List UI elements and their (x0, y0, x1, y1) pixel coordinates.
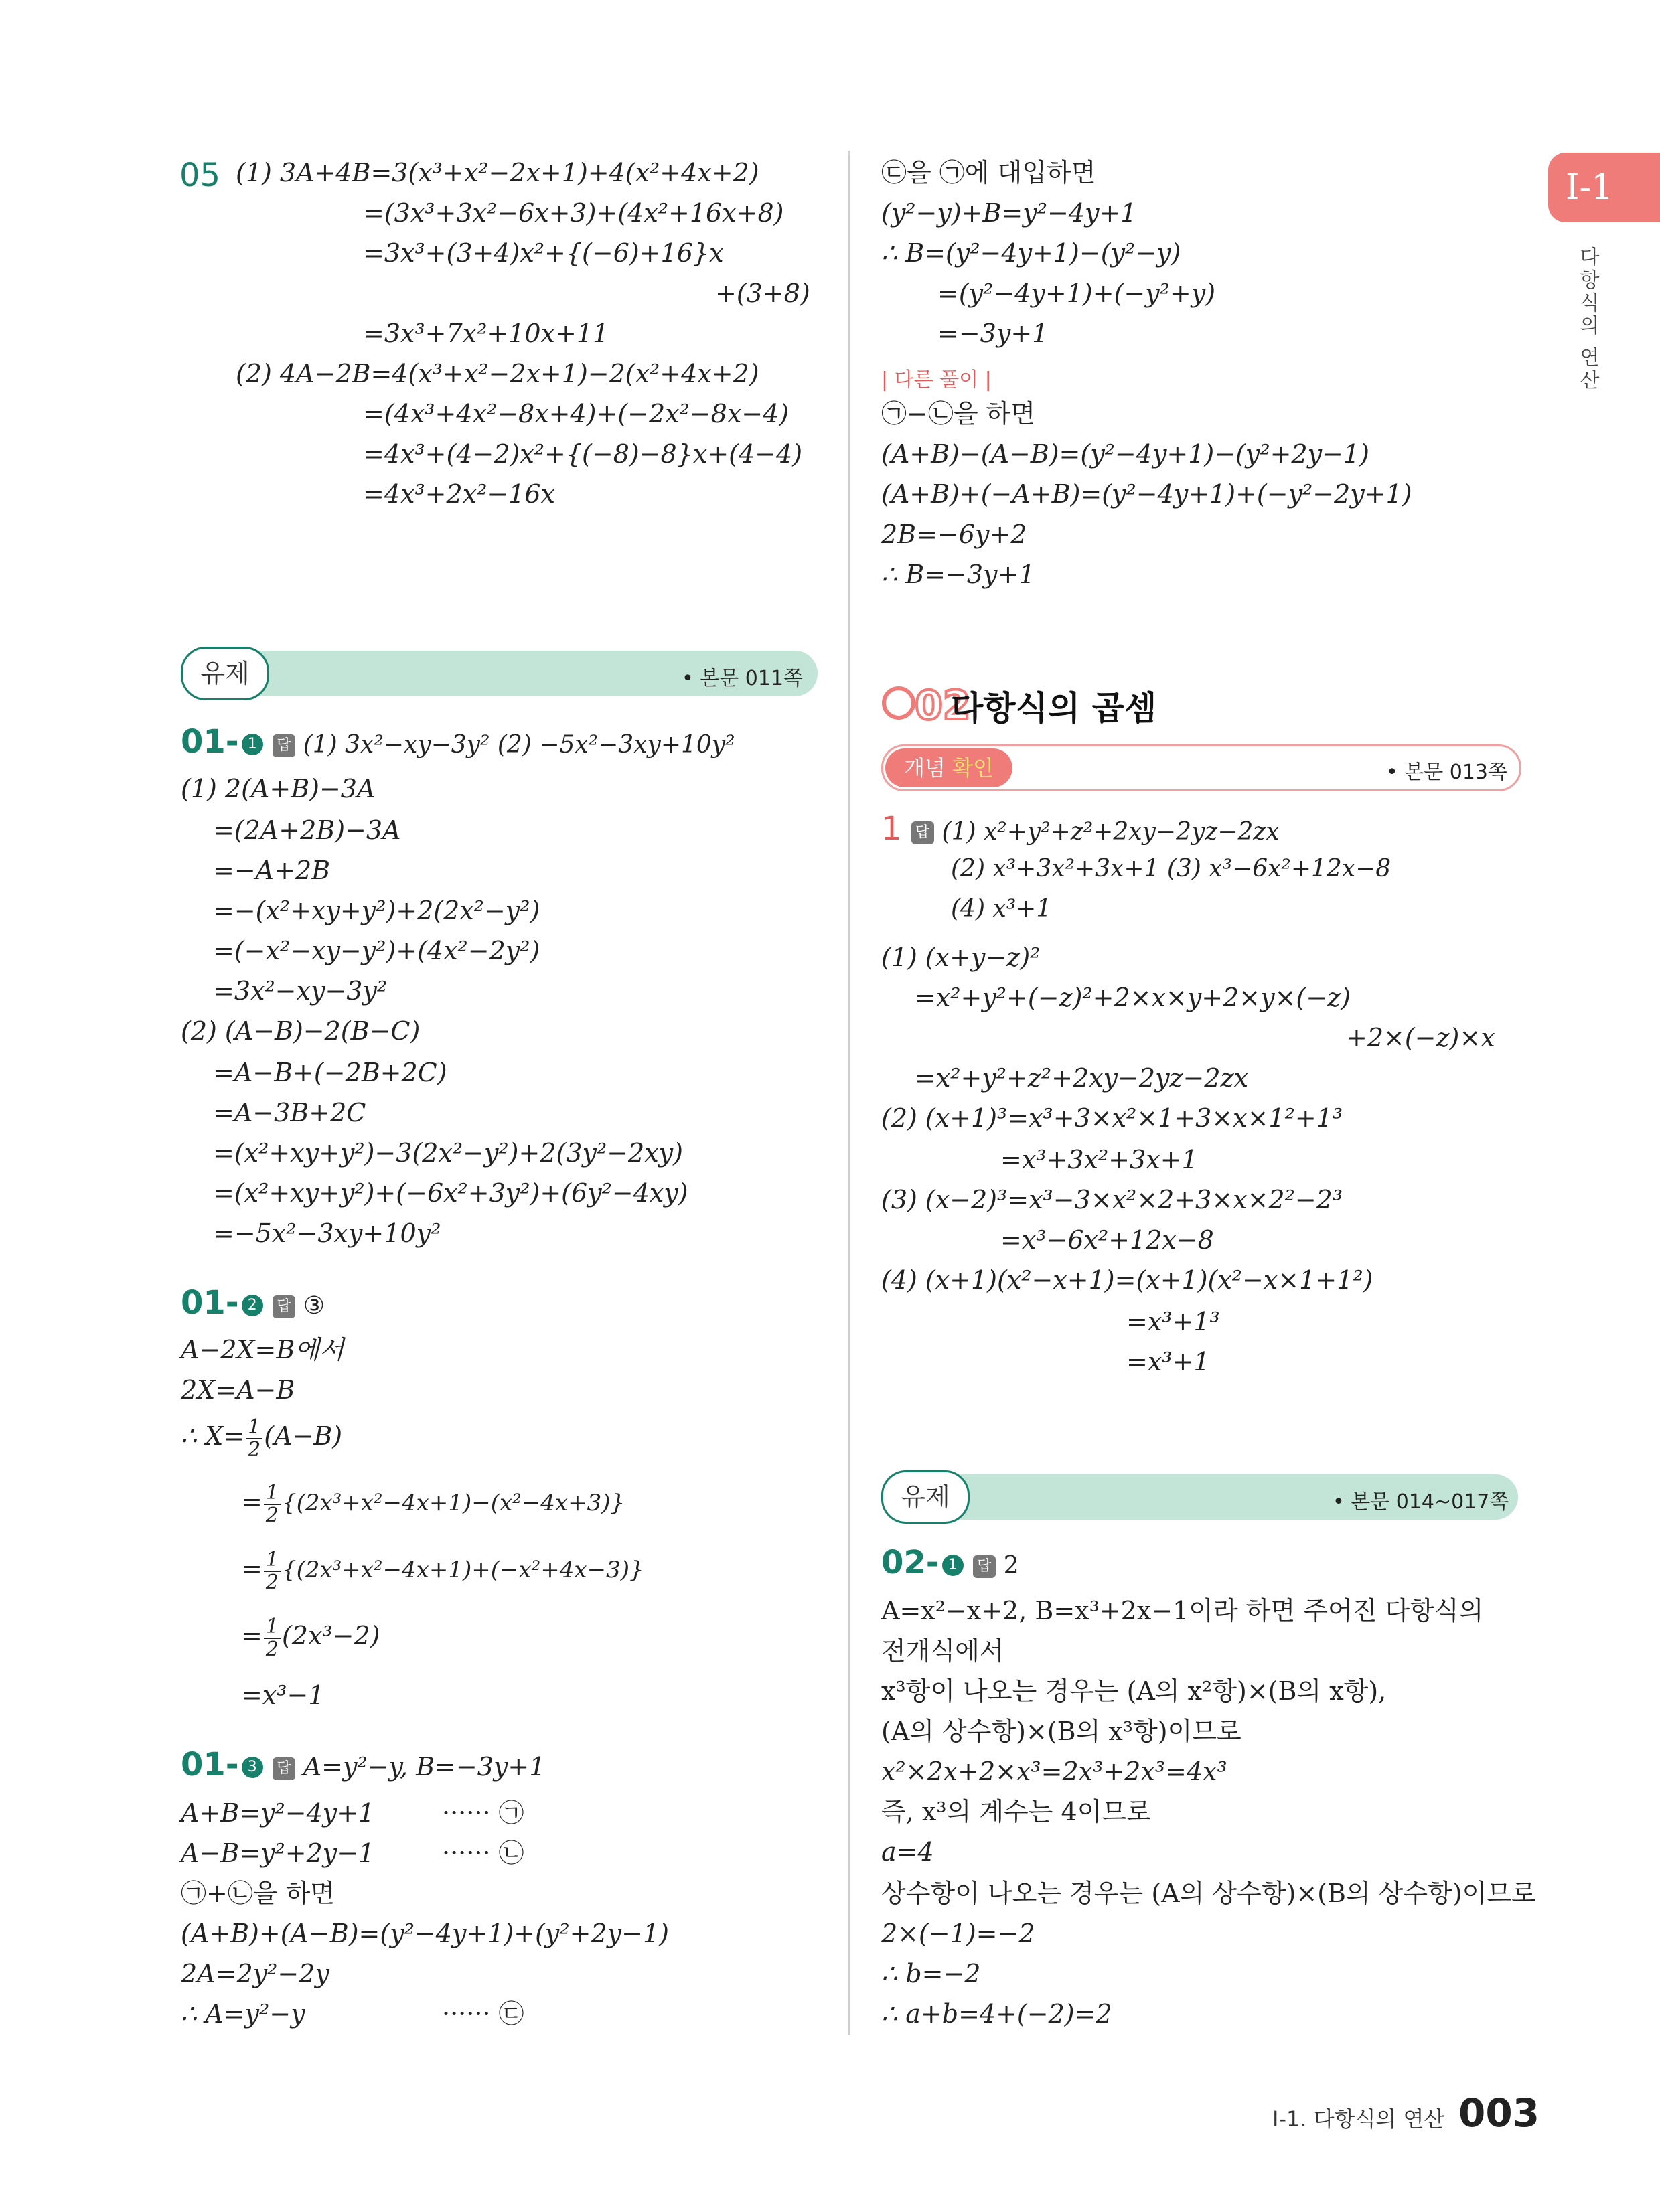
p02-1-line-11: ∴ a+b=4+(−2)=2 (881, 1999, 1112, 2029)
answer-badge: 답 (973, 1555, 996, 1578)
p01-1-line-1: (1) 2(A+B)−3A (181, 774, 376, 803)
p1-line-6: =x³+3x²+3x+1 (1000, 1145, 1198, 1174)
p01-1-line-12: =−5x²−3xy+10y² (213, 1218, 441, 1248)
answer-text: ③ (303, 1292, 325, 1320)
problem-number: 1 (881, 810, 902, 848)
p02-1-line-9: 2×(−1)=−2 (881, 1919, 1035, 1948)
other-line-3: (A+B)+(−A+B)=(y²−4y+1)+(−y²−2y+1) (881, 479, 1412, 509)
p01-1-line-10: =(x²+xy+y²)−3(2x²−y²)+2(3y²−2xy) (213, 1138, 683, 1168)
problem-number: 01- (181, 1284, 239, 1322)
p01-1-line-3: =−A+2B (213, 856, 331, 885)
p1-answer-2: (2) x³+3x²+3x+1 (3) x³−6x²+12x−8 (951, 855, 1391, 882)
p1-line-10: =x³+1³ (1126, 1307, 1220, 1336)
p01-3-line-2: A−B=y²+2y−1 (181, 1838, 375, 1868)
other-line-4: 2B=−6y+2 (881, 520, 1027, 549)
p1-line-3: +2×(−z)×x (1346, 1023, 1495, 1052)
right-line-3: ∴ B=(y²−4y+1)−(y²−y) (881, 238, 1181, 268)
exercise-label-2: 유제 (881, 1470, 970, 1524)
exercise-page-ref: • 본문 011쪽 (682, 667, 803, 690)
p01-3-line-6: ∴ A=y²−y (181, 1999, 305, 2029)
p01-1-line-2: =(2A+2B)−3A (213, 815, 401, 845)
p01-3-line-3: ㉠+㉡을 하면 (181, 1879, 335, 1908)
concept-check-label: 개념 확인 (885, 748, 1012, 787)
p1-line-11: =x³+1 (1126, 1347, 1210, 1376)
p01-2-line-1: A−2X=B에서 (181, 1335, 344, 1364)
svg-text:02: 02 (915, 682, 971, 729)
circle-number: 1 (942, 1555, 964, 1576)
p01-3-mark-2: ······ ㉡ (442, 1838, 524, 1868)
p1-line-8: =x³−6x²+12x−8 (1000, 1225, 1214, 1255)
p01-3-mark-3: ······ ㉢ (442, 1999, 524, 2029)
concept-page-ref: • 본문 013쪽 (1386, 761, 1507, 784)
p05-line-9: =4x³+2x²−16x (363, 479, 555, 509)
half-fraction: $\frac{1}{2}$ (264, 1549, 281, 1593)
answer-badge: 답 (911, 821, 934, 844)
p01-2-header (181, 1284, 325, 1322)
p02-1-line-10: ∴ b=−2 (881, 1959, 981, 1988)
problem-number: 01- (181, 723, 239, 761)
p02-1-line-6: 즉, x³의 계수는 4이므로 (881, 1797, 1151, 1826)
exercise-label: 유제 (181, 647, 269, 700)
p01-1-line-11: =(x²+xy+y²)+(−6x²+3y²)+(6y²−4xy) (213, 1178, 688, 1208)
p1-line-4: =x²+y²+z²+2xy−2yz−2zx (915, 1063, 1249, 1093)
circle-number: 2 (242, 1295, 263, 1316)
problem-number-05: 05 (179, 157, 221, 194)
p1-line-2: =x²+y²+(−z)²+2×x×y+2×y×(−z) (915, 983, 1351, 1012)
chapter-vertical-title: 다항식의 연산 (1576, 246, 1599, 392)
other-line-5: ∴ B=−3y+1 (881, 560, 1035, 589)
p01-1-line-9: =A−3B+2C (213, 1098, 366, 1127)
p05-line-1: (1) 3A+4B=3(x³+x²−2x+1)+4(x²+4x+2) (236, 158, 759, 187)
p05-line-4: +(3+8) (715, 279, 810, 308)
answer-text-1: (1) x²+y²+z²+2xy−2yz−2zx (941, 818, 1280, 846)
p1-line-7: (3) (x−2)³=x³−3×x²×2+3×x×2²−2³ (881, 1185, 1343, 1214)
p01-2-line-3: ∴ X= $\frac{1}{2}$ (A−B) (181, 1415, 343, 1462)
p01-1-line-4: =−(x²+xy+y²)+2(2x²−y²) (213, 896, 540, 925)
right-line-2: (y²−y)+B=y²−4y+1 (881, 198, 1137, 228)
problem-number: 02- (881, 1544, 939, 1581)
right-line-1: ㉢을 ㉠에 대입하면 (881, 158, 1096, 187)
answer-text: 2 (1003, 1552, 1019, 1579)
section-number-graphic (881, 682, 971, 729)
p05-line-3: =3x³+(3+4)x²+{(−6)+16}x (363, 238, 724, 268)
answer-badge: 답 (273, 1757, 295, 1780)
answer-text: (1) 3x²−xy−3y² (2) −5x²−3xy+10y² (303, 731, 735, 759)
other-line-1: ㉠−㉡을 하면 (881, 399, 1036, 428)
p01-1-line-8: =A−B+(−2B+2C) (213, 1058, 447, 1087)
p05-line-7: =(4x³+4x²−8x+4)+(−2x²−8x−4) (363, 399, 789, 428)
p02-1-line-3: x³항이 나오는 경우는 (A의 x²항)×(B의 x항), (881, 1676, 1387, 1706)
p01-1-line-5: =(−x²−xy−y²)+(4x²−2y²) (213, 936, 540, 965)
p01-3-line-1: A+B=y²−4y+1 (181, 1798, 375, 1828)
p02-1-line-1: A=x²−x+2, B=x³+2x−1이라 하면 주어진 다항식의 (881, 1596, 1484, 1626)
column-divider (848, 151, 850, 2035)
p1-line-1: (1) (x+y−z)² (881, 943, 1041, 972)
p02-1-line-7: a=4 (881, 1837, 934, 1867)
p05-line-8: =4x³+(4−2)x²+{(−8)−8}x+(4−4) (363, 439, 803, 469)
half-fraction: $\frac{1}{2}$ (246, 1417, 262, 1460)
answer-text: A=y²−y, B=−3y+1 (303, 1752, 546, 1782)
half-fraction: $\frac{1}{2}$ (264, 1482, 281, 1526)
p01-2-line-7: =x³−1 (241, 1680, 325, 1710)
circle-number: 3 (242, 1757, 263, 1778)
right-line-4: =(y²−4y+1)+(−y²+y) (937, 279, 1216, 308)
p01-2-line-4: = $\frac{1}{2}$ {(2x³+x²−4x+1)−(x²−4x+3)} (241, 1481, 625, 1527)
chapter-tab[interactable]: I-1 (1548, 153, 1660, 222)
p05-line-6: (2) 4A−2B=4(x³+x²−2x+1)−2(x²+4x+2) (236, 359, 759, 388)
p02-1-line-5: x²×2x+2×x³=2x³+2x³=4x³ (881, 1757, 1227, 1786)
exercise-page-ref-2: • 본문 014~017쪽 (1333, 1490, 1509, 1514)
p1-answer-3: (4) x³+1 (951, 895, 1052, 923)
section-number (881, 682, 971, 729)
p01-1-line-7: (2) (A−B)−2(B−C) (181, 1016, 421, 1046)
p1-line-5: (2) (x+1)³=x³+3×x²×1+3×x×1²+1³ (881, 1103, 1343, 1133)
p01-3-mark-1: ······ ㉠ (442, 1798, 524, 1828)
section-title: 다항식의 곱셈 (951, 689, 1157, 728)
p01-3-line-4: (A+B)+(A−B)=(y²−4y+1)+(y²+2y−1) (181, 1919, 669, 1948)
p05-line-5: =3x³+7x²+10x+11 (363, 319, 609, 348)
other-solution-label: | 다른 풀이 | (881, 368, 992, 392)
p01-2-line-6: = $\frac{1}{2}$ (2x³−2) (241, 1615, 380, 1661)
p01-2-line-5: = $\frac{1}{2}$ {(2x³+x²−4x+1)+(−x²+4x−3)} (241, 1548, 644, 1594)
p01-1-line-6: =3x²−xy−3y² (213, 976, 388, 1006)
p01-3-header (181, 1746, 545, 1784)
footer-chapter: I-1. 다항식의 연산 (1272, 2106, 1445, 2132)
p02-1-header (881, 1544, 1019, 1581)
p02-1-line-8: 상수항이 나오는 경우는 (A의 상수항)×(B의 상수항)이므로 (881, 1879, 1536, 1908)
p01-1-header (181, 723, 735, 761)
page-number: 003 (1458, 2090, 1540, 2136)
p01-3-line-5: 2A=2y²−2y (181, 1959, 329, 1988)
p1-header (881, 810, 1280, 848)
right-line-5: =−3y+1 (937, 319, 1049, 348)
circle-number: 1 (242, 734, 263, 755)
problem-number: 01- (181, 1746, 239, 1784)
half-fraction: $\frac{1}{2}$ (264, 1616, 281, 1660)
p02-1-line-4: (A의 상수항)×(B의 x³항)이므로 (881, 1717, 1241, 1746)
answer-badge: 답 (273, 1295, 295, 1318)
p1-line-9: (4) (x+1)(x²−x+1)=(x+1)(x²−x×1+1²) (881, 1265, 1373, 1295)
answer-badge: 답 (273, 734, 295, 757)
p02-1-line-2: 전개식에서 (881, 1636, 1004, 1666)
other-line-2: (A+B)−(A−B)=(y²−4y+1)−(y²+2y−1) (881, 439, 1369, 469)
p01-2-line-2: 2X=A−B (181, 1375, 295, 1405)
p05-line-2: =(3x³+3x²−6x+3)+(4x²+16x+8) (363, 198, 784, 228)
